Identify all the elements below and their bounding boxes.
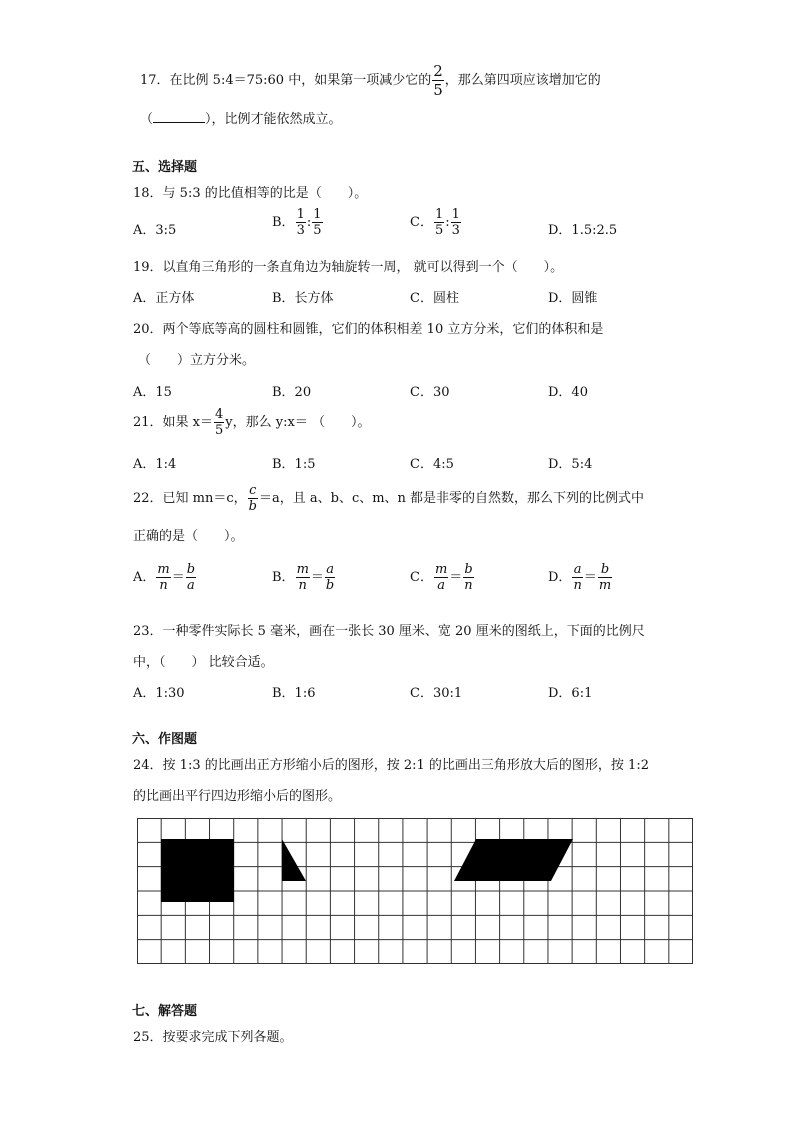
fraction: $\frac{1}{3}$ bbox=[296, 207, 305, 238]
q24-line2: 的比画出平行四边形缩小后的图形。 bbox=[133, 789, 342, 804]
q21-option-c[interactable]: C．4:5 bbox=[410, 457, 454, 472]
fraction: $\frac{1}{5}$ bbox=[434, 207, 444, 238]
q19-option-d[interactable]: D．圆锥 bbox=[548, 291, 598, 306]
triangle-shape bbox=[282, 839, 306, 881]
fraction: $\frac{4}{5}$ bbox=[215, 407, 224, 438]
q21-stem: 21．如果 x＝ $\frac{4}{5}$ y，那么 y:x＝ （ ）。 bbox=[133, 407, 371, 438]
q22-line1: 22．已知 mn＝c， $\frac{c}{b}$ ＝a，且 a、b、c、m、n 都是非零的自然数，那么下列的比例式中 bbox=[133, 483, 645, 514]
q20-option-b[interactable]: B．20 bbox=[272, 385, 312, 400]
q20-line2: （ ）立方分米。 bbox=[138, 353, 256, 368]
q20-option-d[interactable]: D．40 bbox=[548, 385, 588, 400]
drawing-grid[interactable] bbox=[137, 818, 693, 964]
q21-option-d[interactable]: D．5:4 bbox=[548, 457, 593, 472]
fraction: $\frac{m}{n}$ bbox=[296, 562, 309, 593]
q19-stem: 19．以直角三角形的一条直角边为轴旋转一周， 就可以得到一个（ ）。 bbox=[133, 260, 564, 275]
fraction: $\frac{c}{b}$ bbox=[248, 483, 257, 514]
q19-option-c[interactable]: C．圆柱 bbox=[410, 291, 459, 306]
q21-option-b[interactable]: B．1:5 bbox=[272, 457, 316, 472]
section-title-drawing: 六、作图题 bbox=[132, 732, 198, 747]
q23-line1: 23．一种零件实际长 5 毫米，画在一张长 30 厘米、宽 20 厘米的图纸上，下面的比例尺 bbox=[133, 624, 645, 639]
q20-option-a[interactable]: A．15 bbox=[133, 385, 172, 400]
q24-line1: 24．按 1:3 的比画出正方形缩小后的图形，按 2:1 的比画出三角形放大后的图形，按 1:2 bbox=[133, 758, 649, 773]
q20-option-c[interactable]: C．30 bbox=[410, 385, 450, 400]
q18-stem: 18．与 5:3 的比值相等的比是（ ）。 bbox=[133, 186, 368, 201]
fraction: $\frac{a}{b}$ bbox=[325, 562, 335, 593]
section-title-choice: 五、选择题 bbox=[132, 160, 198, 175]
q23-option-a[interactable]: A．1:30 bbox=[133, 686, 185, 701]
q23-line2: 中，（ ） 比较合适。 bbox=[133, 655, 274, 670]
fraction: $\frac{2}{5}$ bbox=[433, 62, 443, 99]
q18-option-c[interactable]: C． $\frac{1}{5}$ : $\frac{1}{3}$ bbox=[410, 207, 460, 238]
answer-blank[interactable] bbox=[153, 110, 205, 123]
parallelogram-shape bbox=[454, 839, 573, 881]
q20-line1: 20．两个等底等高的圆柱和圆锥，它们的体积相差 10 立方分米，它们的体积和是 bbox=[133, 322, 604, 337]
q25-stem: 25．按要求完成下列各题。 bbox=[133, 1030, 293, 1045]
q18-option-d[interactable]: D．1.5:2.5 bbox=[548, 223, 618, 238]
q22-option-d[interactable]: D． $\frac{a}{n}$ ＝ $\frac{b}{m}$ bbox=[548, 562, 612, 593]
fraction: $\frac{m}{n}$ bbox=[157, 562, 170, 593]
q17-line2: （ ），比例才能依然成立。 bbox=[140, 112, 342, 127]
q23-option-b[interactable]: B．1:6 bbox=[272, 686, 316, 701]
fraction: $\frac{a}{n}$ bbox=[573, 562, 582, 593]
fraction: $\frac{1}{5}$ bbox=[313, 207, 322, 238]
q21-option-a[interactable]: A．1:4 bbox=[133, 457, 177, 472]
fraction: $\frac{b}{n}$ bbox=[464, 562, 473, 593]
q23-option-c[interactable]: C．30:1 bbox=[410, 686, 463, 701]
q18-option-b[interactable]: B． $\frac{1}{3}$ : $\frac{1}{5}$ bbox=[272, 207, 322, 238]
square-shape bbox=[161, 839, 234, 902]
fraction: $\frac{m}{a}$ bbox=[434, 562, 448, 593]
q22-line2: 正确的是（ ）。 bbox=[133, 529, 244, 544]
q22-option-a[interactable]: A． $\frac{m}{n}$ ＝ $\frac{b}{a}$ bbox=[133, 562, 196, 593]
fraction: $\frac{b}{m}$ bbox=[598, 562, 612, 593]
q17-line1: 17．在比例 5:4＝75:60 中，如果第一项减少它的 $\frac{2}{5}$ ，那么第四项应该增加它的 bbox=[140, 62, 601, 99]
q23-option-d[interactable]: D．6:1 bbox=[548, 686, 593, 701]
fraction: $\frac{1}{3}$ bbox=[451, 207, 460, 238]
q19-option-b[interactable]: B．长方体 bbox=[272, 291, 334, 306]
q22-option-b[interactable]: B． $\frac{m}{n}$ ＝ $\frac{a}{b}$ bbox=[272, 562, 335, 593]
q18-option-a[interactable]: A．3:5 bbox=[133, 223, 177, 238]
fraction: $\frac{b}{a}$ bbox=[186, 562, 196, 593]
section-title-solution: 七、解答题 bbox=[132, 1004, 198, 1019]
q22-option-c[interactable]: C． $\frac{m}{a}$ ＝ $\frac{b}{n}$ bbox=[410, 562, 473, 593]
q19-option-a[interactable]: A．正方体 bbox=[133, 291, 195, 306]
